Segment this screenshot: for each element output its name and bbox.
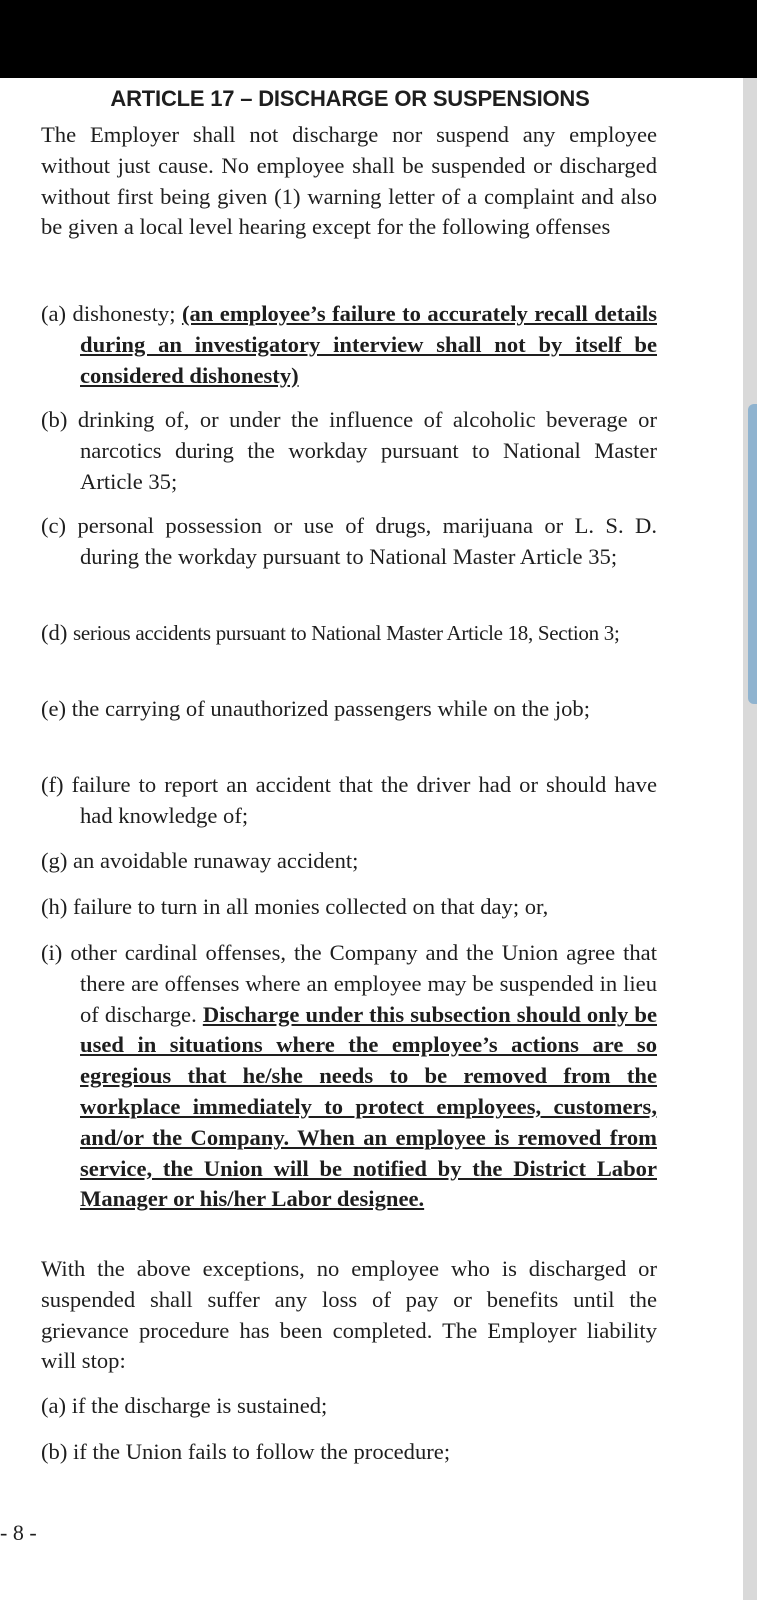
- offense-h-label: (h): [41, 894, 68, 919]
- liability-b: [41, 1437, 657, 1468]
- offense-i-text: other cardinal offenses, the Company and the Union agree that there are offenses where an employee may be suspended in lieu of discharge.: [70, 940, 657, 1027]
- offense-g: [41, 846, 657, 877]
- page-number: - 8 -: [0, 1520, 37, 1545]
- offense-i: [41, 938, 657, 1215]
- offense-b-label: (b): [41, 407, 68, 432]
- liability-b-text: if the Union fails to follow the procedure;: [73, 1439, 451, 1464]
- offense-a-underlined: (an employee’s failure to accurately recall details during an investigatory interview shall not by itself be considered dishonesty): [80, 301, 657, 388]
- liability-a-label: (a): [41, 1393, 67, 1418]
- offense-f-label: (f): [41, 772, 64, 797]
- offense-c-text: personal possession or use of drugs, marijuana or L. S. D. during the workday pursuant to National Master Article 35;: [77, 513, 657, 569]
- liability-a: [41, 1391, 657, 1422]
- liability-a-text: if the discharge is sustained;: [71, 1393, 328, 1418]
- top-status-bar: [0, 0, 757, 78]
- offense-b-text: drinking of, or under the influence of alcoholic beverage or narcotics during the workday pursuant to National Master Article 35;: [77, 407, 658, 494]
- offense-d: [41, 618, 657, 649]
- offense-a-text: dishonesty;: [72, 301, 176, 326]
- offense-c-label: (c): [41, 513, 67, 538]
- intro-paragraph: The Employer shall not discharge nor suspend any employee without just cause. No employee shall be suspended or discharged without first being given (1) warning letter of a complaint and also be given a local level hearing except for the following offenses: [41, 122, 657, 240]
- offense-f-text: failure to report an accident that the driver had or should have had knowledge of;: [71, 772, 657, 828]
- offense-d-label: (d): [41, 620, 68, 645]
- offense-i-underlined: Discharge under this subsection should only be used in situations where the employee’s actions are so egregious that he/she needs to be removed from the workplace immediately to protect employees, customers, and/or the Company. When an employee is removed from service, the Union will be notified by the District Labor Manager or his/her Labor designee.: [80, 1001, 657, 1212]
- offense-i-label: (i): [41, 940, 63, 965]
- offense-e-text: the carrying of unauthorized passengers while on the job;: [71, 696, 590, 721]
- offense-d-text: serious accidents pursuant to National Master Article 18, Section 3;: [73, 621, 620, 645]
- article-heading: ARTICLE 17 – DISCHARGE OR SUSPENSIONS: [110, 86, 590, 111]
- offense-h-text: failure to turn in all monies collected on that day; or,: [73, 894, 549, 919]
- exceptions-paragraph: With the above exceptions, no employee who is discharged or suspended shall suffer any loss of pay or benefits until the grievance procedure has been completed. The Employer liability will stop:: [41, 1256, 657, 1374]
- scroll-thumb[interactable]: [748, 404, 757, 704]
- offense-a: [41, 299, 657, 391]
- offense-g-label: (g): [41, 848, 68, 873]
- offense-b: [41, 405, 657, 497]
- offense-f: [41, 770, 657, 832]
- offense-c: [41, 511, 657, 573]
- scroll-track[interactable]: [743, 78, 757, 1600]
- offense-e-label: (e): [41, 696, 67, 721]
- offense-a-label: (a): [41, 301, 67, 326]
- offense-g-text: an avoidable runaway accident;: [73, 848, 359, 873]
- document-page: [0, 78, 743, 1600]
- offense-h: [41, 892, 657, 923]
- offense-e: [41, 694, 657, 725]
- liability-b-label: (b): [41, 1439, 68, 1464]
